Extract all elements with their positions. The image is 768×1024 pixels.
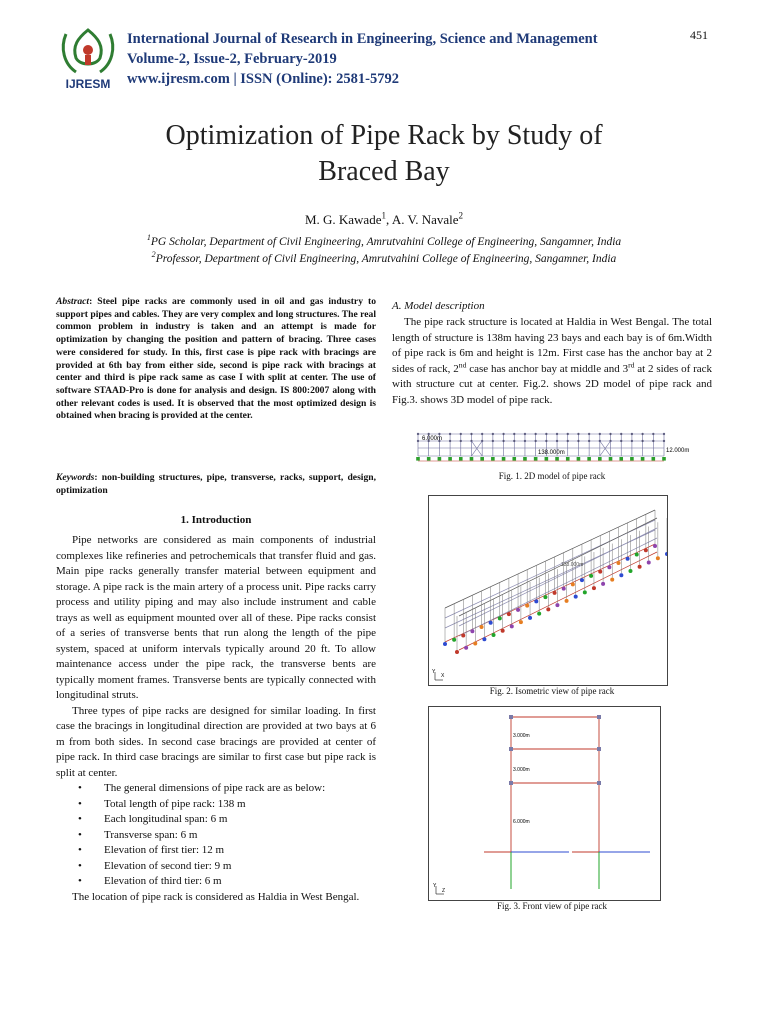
intro-paragraph-3: The location of pipe rack is considered as Haldia in West Bengal.	[72, 890, 360, 903]
list-item: • Each longitudinal span: 6 m	[56, 812, 376, 828]
list-item: • Elevation of second tier: 9 m	[56, 859, 376, 875]
list-item: • Transverse span: 6 m	[56, 828, 376, 844]
journal-volume: Volume-2, Issue-2, February-2019	[127, 51, 337, 67]
authors: M. G. Kawade$^1$, A. V. Navale$^2$	[304, 210, 464, 227]
fig1-width-label: 6.000m	[422, 436, 443, 442]
fig3-axis-z: Z	[442, 888, 446, 894]
fig2-axis-y: Y	[432, 669, 436, 675]
fig2-axis-x: X	[441, 673, 445, 679]
journal-website: www.ijresm.com | ISSN (Online): 2581-5792	[127, 71, 399, 87]
intro-paragraph-2: Three types of pipe racks are designed for similar loading. In first case the bracings in longitudinal direction are provided at two bays at 6 m from both sides. In second case bracings are provided at center of pipe rack. In third case bracings are similar to first case but pipe rack is split at center.	[56, 704, 376, 779]
figure-2-frame	[428, 495, 668, 686]
fig2-length-label: 138.000m	[561, 562, 584, 568]
dimension-list	[56, 781, 376, 890]
figure-3-front-view	[429, 707, 660, 900]
author-1: M. G. Kawade	[304, 212, 382, 227]
title-line-1: Optimization of Pipe Rack by Study of	[165, 120, 603, 151]
journal-name: International Journal of Research in Engineering, Science and Management	[127, 31, 598, 47]
keywords-text: : non-building structures, pipe, transverse, racks, support, design, optimization	[56, 472, 376, 496]
fig1-length-label: 138.000m	[538, 450, 565, 456]
title-line-2: Braced Bay	[318, 156, 450, 187]
paper-title	[80, 118, 688, 190]
affiliation-2: $^2$Professor, Department of Civil Engineering, Amrutvahini College of Engineering, Sangamner, India	[151, 250, 617, 265]
fig1-height-label: 12.000m	[666, 448, 690, 454]
fig3-bottom-label: 6.000m	[513, 819, 530, 825]
journal-logo	[58, 24, 118, 92]
model-description-body: The pipe rack structure is located at Haldia in West Bengal. The total length of structure is 138m having 23 bays and each bay is of 6m.Width of pipe rack is 6m and height is 12m. First case has the anchor bay at 2 sides of rack, 2nd case has anchor bay at middle and 3rd at 2 sides of rack with structure cut at center. Fig.2. shows 2D model of pipe rack and Fig.3. shows 3D model of pipe rack.	[392, 316, 712, 406]
list-item: • The general dimensions of pipe rack are as below:	[56, 781, 376, 797]
fig3-middle-label: 3.000m	[513, 767, 530, 773]
figure-1-2d-model	[410, 430, 700, 468]
fig3-top-label: 3.000m	[513, 733, 530, 739]
figure-3-frame	[428, 706, 661, 901]
figure-1-caption: Fig. 1. 2D model of pipe rack	[498, 471, 606, 481]
list-item: • Total length of pipe rack: 138 m	[56, 797, 376, 813]
author-2: A. V. Navale	[391, 212, 459, 227]
affiliation-1: $^1$PG Scholar, Department of Civil Engineering, Amrutvahini College of Engineering, Sangamner, India	[146, 233, 622, 248]
introduction-body	[56, 533, 376, 905]
model-description-heading: A. Model description	[392, 300, 485, 312]
keywords	[56, 472, 376, 497]
abstract	[56, 296, 376, 423]
intro-paragraph-1: Pipe networks are considered as main components of industrial complexes like refineries and petrochemicals that transfer fluid and gas. Main pipe racks generally transfer material between equipment and storage. A pipe rack is the main artery of a process unit. Pipe racks carry process and utility piping and may also include instrument and cable trays as well as equipment mounted over all of these. Pipe racks consist of a series of transverse bents that run along the length of the pipe system, spaced at uniform intervals typically around 20 ft. To allow maintenance access under the pipe rack, the transverse bents are typically moment frames. Transverse bents are typically connected with longitudinal struts.	[56, 534, 376, 701]
page-number: 451	[690, 28, 708, 42]
figure-2-isometric-view	[429, 496, 667, 685]
fig3-axis-y: Y	[433, 883, 437, 889]
keywords-label: Keywords	[56, 472, 95, 483]
list-item: • Elevation of first tier: 12 m	[56, 843, 376, 859]
introduction-heading: 1. Introduction	[180, 514, 252, 526]
list-item: • Elevation of third tier: 6 m	[56, 874, 376, 890]
abstract-label: Abstract	[56, 296, 90, 307]
logo-text: IJRESM	[65, 77, 111, 91]
figure-2-caption: Fig. 2. Isometric view of pipe rack	[489, 686, 615, 696]
figure-3-caption: Fig. 3. Front view of pipe rack	[497, 901, 607, 911]
abstract-text: : Steel pipe racks are commonly used in oil and gas industry to support pipes and cables. They are very complex and long structures. The real common problem in industry is taken and an attempt is made for optimization by changing the position and pattern of bracing. Three cases were considered for study. In this, first case is pipe rack with bracings are provided at 6th bay from either side, second is pipe rack with bracings at center and third is pipe rack same as case I with split at center. The use of software STAAD-Pro is done for analysis and design. IS 800:2007 along with other relevant codes is used. It is observed that the most optimized design is obtained when bracing is provided at the center.	[56, 296, 376, 422]
